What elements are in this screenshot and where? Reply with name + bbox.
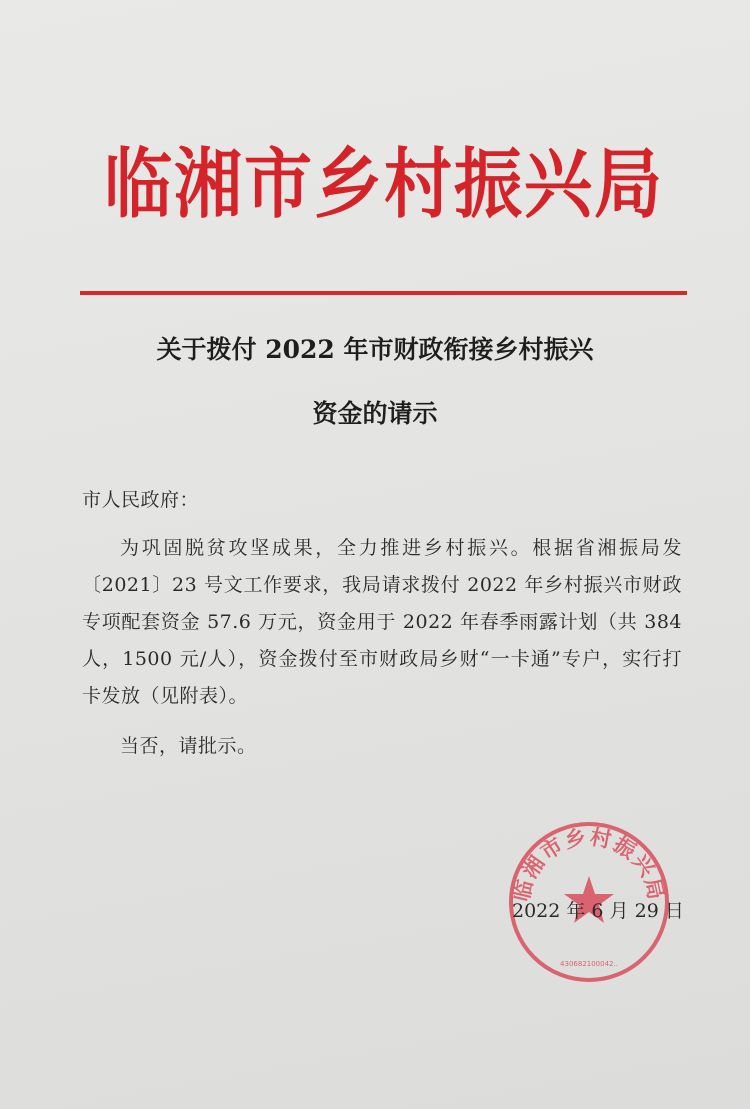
red-header-org-name: 临湘市乡村振兴局: [103, 141, 664, 230]
body-paragraph: 为巩固脱贫攻坚成果，全力推进乡村振兴。根据省湘振局发〔2021〕23 号文工作要求，我局请求拨付 2022 年乡村振兴市财政专项配套资金 57.6 万元，资金用于 2022 年春季雨露计划（共 384 人，1500 元/人），资金拨付至市财政局乡财“一卡通”专户，实行打卡发放（见附表）。: [82, 537, 682, 707]
document-title-line-2: 资金的请示: [312, 399, 438, 428]
svg-text:430682100042..: 430682100042..: [560, 960, 618, 968]
closing-line: 当否，请批示。: [120, 735, 257, 757]
svg-text:临湘市乡村振兴局: 临湘市乡村振兴局: [509, 824, 669, 904]
red-divider-line: [80, 291, 687, 295]
salutation: 市人民政府：: [82, 489, 200, 511]
document-title-line-1: 关于拨付 2022 年市财政衔接乡村振兴: [156, 335, 594, 364]
document-date: 2022 年 6 月 29 日: [512, 900, 684, 922]
